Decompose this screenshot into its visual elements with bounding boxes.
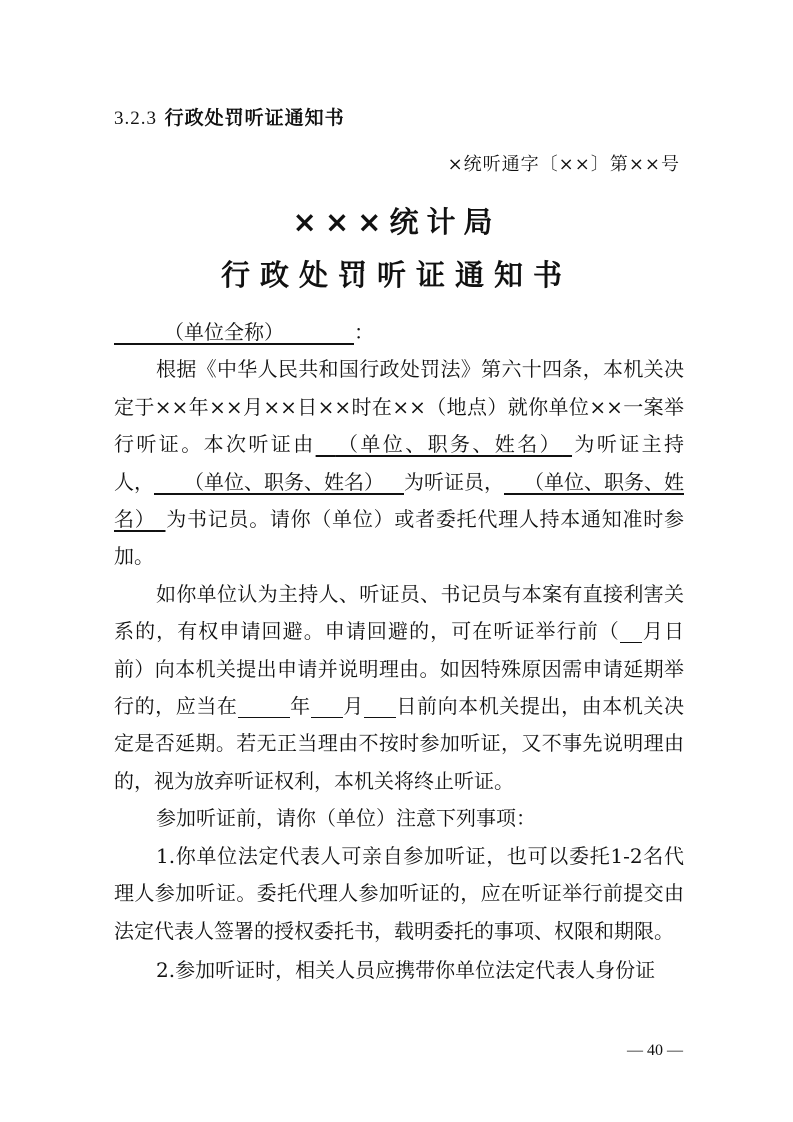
list-item-2: 2.参加听证时，相关人员应携带你单位法定代表人身份证 (156, 957, 656, 982)
section-number: 3.2.3 (114, 108, 157, 129)
host-placeholder: （单位、职务、姓名） (335, 432, 563, 457)
page-number: — 40 — (627, 1042, 683, 1059)
paragraph-hearing-arrangement: 根据《中华人民共和国行政处罚法》第六十四条，本机关决定于××年××月××日××时在××（地点）就你单位××一案举行听证。本次听证由 （单位、职务、姓名） 为听证主持人， （单位、职务、姓名） 为听证员， （单位、职务、姓名） 为书记员。请你（单位）或者委托代理人持本通知准时参加。 (114, 357, 685, 569)
section-heading (114, 103, 345, 130)
blank-year (238, 695, 290, 718)
hearer-placeholder: （单位、职务、姓名） (184, 469, 384, 494)
list-item-1: 1.你单位法定代表人可亲自参加听证，也可以委托1-2名代理人参加听证。委托代理人参加听证的，应在听证举行前提交由法定代表人签署的授权委托书，载明委托的事项、权限和期限。 (114, 843, 684, 943)
blank-month (620, 620, 642, 643)
section-title: 行政处罚听证通知书 (164, 107, 345, 129)
blank-month-2 (311, 695, 343, 718)
paragraph-recusal: 如你单位认为主持人、听证员、书记员与本案有直接利害关系的，有权申请回避。申请回避的，可在听证举行前（ 月日前）向本机关提出申请并说明理由。如因特殊原因需申请延期举行的，应当在 年 月 日前向本机关提出，由本机关决定是否延期。若无正当理由不按时参加听证，又不事先说明理由的，视为放弃听证权利，本机关将终止听证。 (114, 581, 685, 793)
addressee-line (114, 314, 684, 351)
clerk-placeholder: （单位、职务、姓名） (114, 469, 684, 532)
addressee-colon: ： (354, 320, 374, 344)
addressee-placeholder: （单位全称） (164, 320, 284, 344)
paragraph-notes-intro: 参加听证前，请你（单位）注意下列事项： (156, 806, 536, 831)
issuer-title: ×××统计局 (292, 205, 501, 239)
notice-body (114, 314, 684, 989)
notice-title: 行政处罚听证通知书 (220, 258, 572, 292)
document-number: ×统听通字〔××〕第××号 (447, 154, 680, 175)
blank-day (364, 695, 396, 718)
